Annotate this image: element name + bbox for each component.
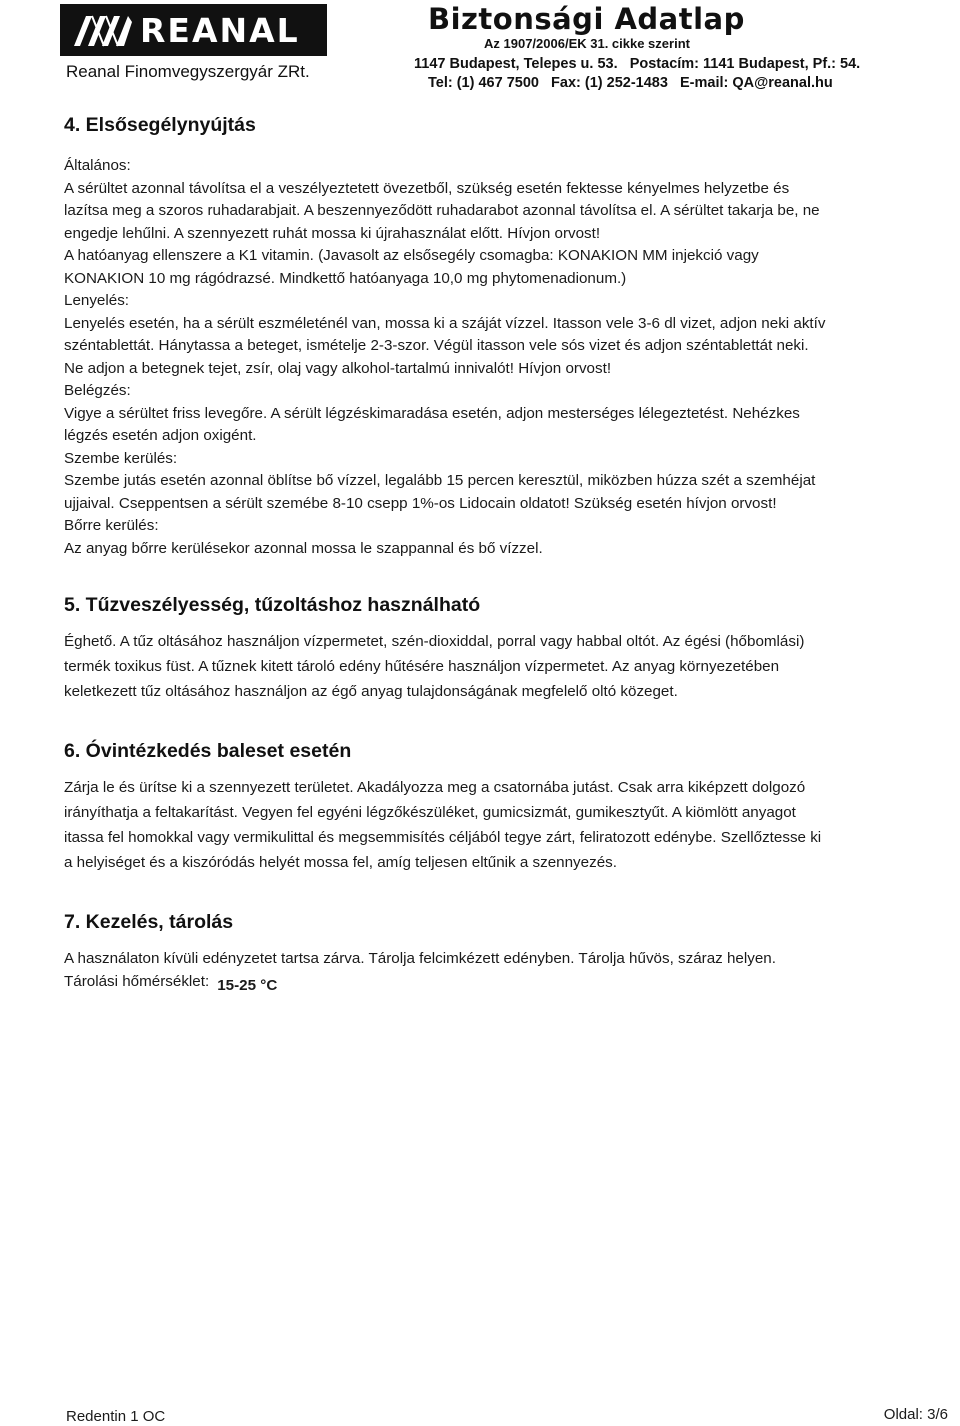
company-name: Reanal Finomvegyszergyár ZRt. bbox=[66, 62, 310, 81]
text-line: Belégzés: bbox=[64, 382, 131, 399]
section-text bbox=[64, 775, 950, 875]
text-line: Zárja le és ürítse ki a szennyezett területet. Akadályozza meg a csatornába jutást. Csak arra kiképzett dolgozó bbox=[64, 779, 806, 796]
text-line: Vigye a sérültet friss levegőre. A sérült légzéskimaradása esetén, adjon mesterséges lélegeztetést. Nehézkes bbox=[64, 404, 800, 422]
section-text bbox=[64, 629, 950, 704]
text-line: széntablettát. Hánytassa a beteget, ismételje 2-3-szor. Végül itasson vele sós vizet és adjon széntablettát neki. bbox=[64, 337, 809, 354]
section-heading: 4. Elsősegélynyújtás bbox=[64, 114, 256, 136]
section-heading: 5. Tűzveszélyesség, tűzoltáshoz használható bbox=[64, 594, 481, 616]
temperature-value: 15-25 °C bbox=[217, 977, 278, 994]
text-line: engedje lehűlni. A szennyezett ruhát mossa ki újrahasználat előtt. Hívjon orvost! bbox=[64, 224, 601, 242]
company-contact: Tel: (1) 467 7500 Fax: (1) 252-1483 E-mail: QA@reanal.hu bbox=[428, 75, 833, 91]
text-line: Szembe jutás esetén azonnal öblítse bő vízzel, legalább 15 percen keresztül, miközben húzza szét a szemhéjat bbox=[64, 472, 816, 489]
text-line: Bőrre kerülés: bbox=[64, 517, 159, 534]
document-body bbox=[64, 114, 950, 994]
storage-temperature bbox=[64, 973, 950, 994]
text-line: Ne adjon a betegnek tejet, zsír, olaj vagy alkohol-tartalmú innivalót! Hívjon orvost! bbox=[64, 359, 612, 377]
text-line: Éghető. A tűz oltásához használjon vízpermetet, szén-dioxiddal, porral vagy habbal oltót. Az égési (hőbomlási) bbox=[64, 633, 805, 650]
text-line: Szembe kerülés: bbox=[64, 449, 178, 467]
text-line: itassa fel homokkal vagy vermikulittal és megsemmisítés céljából tegye zárt, feliratozott edénybe. Szellőztesse ki bbox=[64, 829, 822, 846]
text-line: A sérültet azonnal távolítsa el a veszélyeztetett övezetből, szükség esetén fektesse kényelmes helyzetbe és bbox=[64, 179, 790, 197]
text-line: irányíthatja a feltakarítást. Vegyen fel egyéni légzőkészüléket, gumicsizmát, gumikesztyűt. A kiömlött anyagot bbox=[64, 804, 796, 821]
document-title: Biztonsági Adatlap bbox=[428, 2, 745, 36]
section-accident bbox=[64, 740, 950, 875]
logo-text: REANAL bbox=[140, 10, 300, 50]
reanal-mark-icon bbox=[72, 12, 134, 48]
storage-text: A használaton kívüli edényzetet tartsa zárva. Tárolja felcimkézett edényben. Tárolja hűvös, száraz helyen. bbox=[64, 950, 776, 967]
text-line: ujjaival. Cseppentsen a sérült szemébe 8-10 csepp 1%-os Lidocain oldatot! Szükség esetén hívjon orvost! bbox=[64, 494, 777, 512]
footer-page-number: Oldal: 3/6 bbox=[883, 1406, 948, 1423]
section-first-aid bbox=[64, 114, 950, 560]
text-line: Lenyelés esetén, ha a sérült eszméleténél van, mossa ki a száját vízzel. Itasson vele 3-6 dl vizet, adjon neki aktív bbox=[64, 314, 826, 332]
footer-product: Redentin 1 OC bbox=[66, 1408, 166, 1425]
company-address: 1147 Budapest, Telepes u. 53. Postacím: 1141 Budapest, Pf.: 54. bbox=[414, 56, 861, 72]
document-subtitle: Az 1907/2006/EK 31. cikke szerint bbox=[484, 36, 690, 51]
section-heading: 7. Kezelés, tárolás bbox=[64, 911, 234, 933]
temperature-label: Tárolási hőmérséklet: bbox=[64, 973, 210, 990]
text-line: Lenyelés: bbox=[64, 292, 130, 309]
text-line: keletkezett tűz oltásához használjon az égő anyag tulajdonságának megfelelő oltó közeget. bbox=[64, 683, 678, 700]
text-line: légzés esetén adjon oxigént. bbox=[64, 427, 257, 444]
text-line: A hatóanyag ellenszere a K1 vitamin. (Javasolt az elsősegély csomagba: KONAKION MM injekció vagy bbox=[64, 247, 759, 264]
section-storage bbox=[64, 911, 950, 994]
text-line: Általános: bbox=[64, 157, 131, 174]
text-line: termék toxikus füst. A tűznek kitett tároló edény hűtésére használjon vízpermetet. Az anyag környezetében bbox=[64, 658, 780, 675]
text-line: KONAKION 10 mg rágódrazsé. Mindkettő hatóanyaga 10,0 mg phytomenadionum.) bbox=[64, 269, 627, 287]
section-fire bbox=[64, 594, 950, 704]
document-header bbox=[0, 0, 960, 100]
section-heading: 6. Óvintézkedés baleset esetén bbox=[64, 740, 352, 762]
text-line: lazítsa meg a szoros ruhadarabjait. A beszennyeződött ruhadarabot azonnal távolítsa el. A sérültet takarja be, ne bbox=[64, 202, 820, 219]
section-text bbox=[64, 155, 950, 560]
text-line: Az anyag bőrre kerülésekor azonnal mossa le szappannal és bő vízzel. bbox=[64, 539, 543, 557]
text-line: a helyiséget és a kiszóródás helyét mossa fel, amíg teljesen eltűnik a szennyezés. bbox=[64, 854, 617, 871]
company-logo bbox=[60, 4, 327, 56]
